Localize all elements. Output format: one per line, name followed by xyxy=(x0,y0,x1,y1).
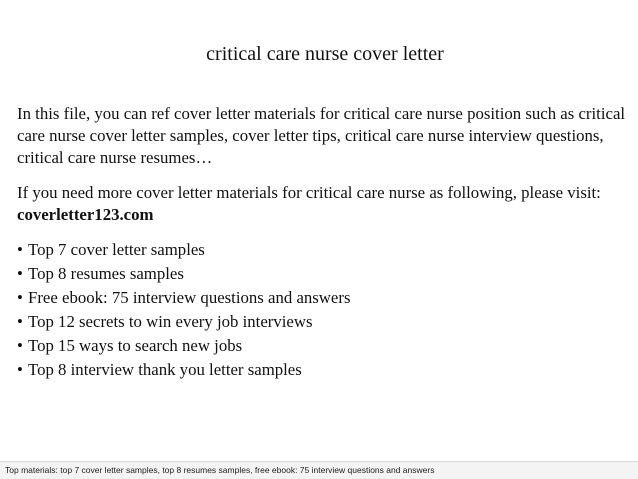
bullet-icon: • xyxy=(17,288,23,307)
bullet-icon: • xyxy=(17,240,23,259)
bullet-icon: • xyxy=(17,264,23,283)
intro-paragraph: In this file, you can ref cover letter materials for critical care nurse position such as critical care nurse cover letter samples, cover letter tips, critical care nurse interview questions, critical care nurse resumes… xyxy=(17,104,626,167)
list-item-text: Top 8 interview thank you letter samples xyxy=(28,360,302,379)
list-item-text: Top 7 cover letter samples xyxy=(28,240,205,259)
list-item xyxy=(17,334,629,358)
bullet-icon: • xyxy=(17,360,23,379)
site-link[interactable]: coverletter123.com xyxy=(17,205,154,224)
bullet-icon: • xyxy=(17,336,23,355)
list-item-text: Free ebook: 75 interview questions and answers xyxy=(28,288,351,307)
bullet-icon: • xyxy=(17,312,23,331)
footer-bar xyxy=(0,461,638,479)
more-materials-text: If you need more cover letter materials for critical care nurse as following, please visit: xyxy=(17,183,601,202)
list-item-text: Top 12 secrets to win every job interviews xyxy=(28,312,313,331)
more-materials-paragraph xyxy=(17,182,629,226)
slide-content xyxy=(17,103,629,382)
materials-list xyxy=(17,238,629,382)
list-item xyxy=(17,238,629,262)
list-item xyxy=(17,358,629,382)
list-item-text: Top 15 ways to search new jobs xyxy=(28,336,243,355)
list-item xyxy=(17,262,629,286)
list-item-text: Top 8 resumes samples xyxy=(28,264,184,283)
footer-text: Top materials: top 7 cover letter samples, top 8 resumes samples, free ebook: 75 interview questions and answers xyxy=(5,465,435,475)
list-item xyxy=(17,286,629,310)
slide-title: critical care nurse cover letter xyxy=(206,43,444,65)
list-item xyxy=(17,310,629,334)
